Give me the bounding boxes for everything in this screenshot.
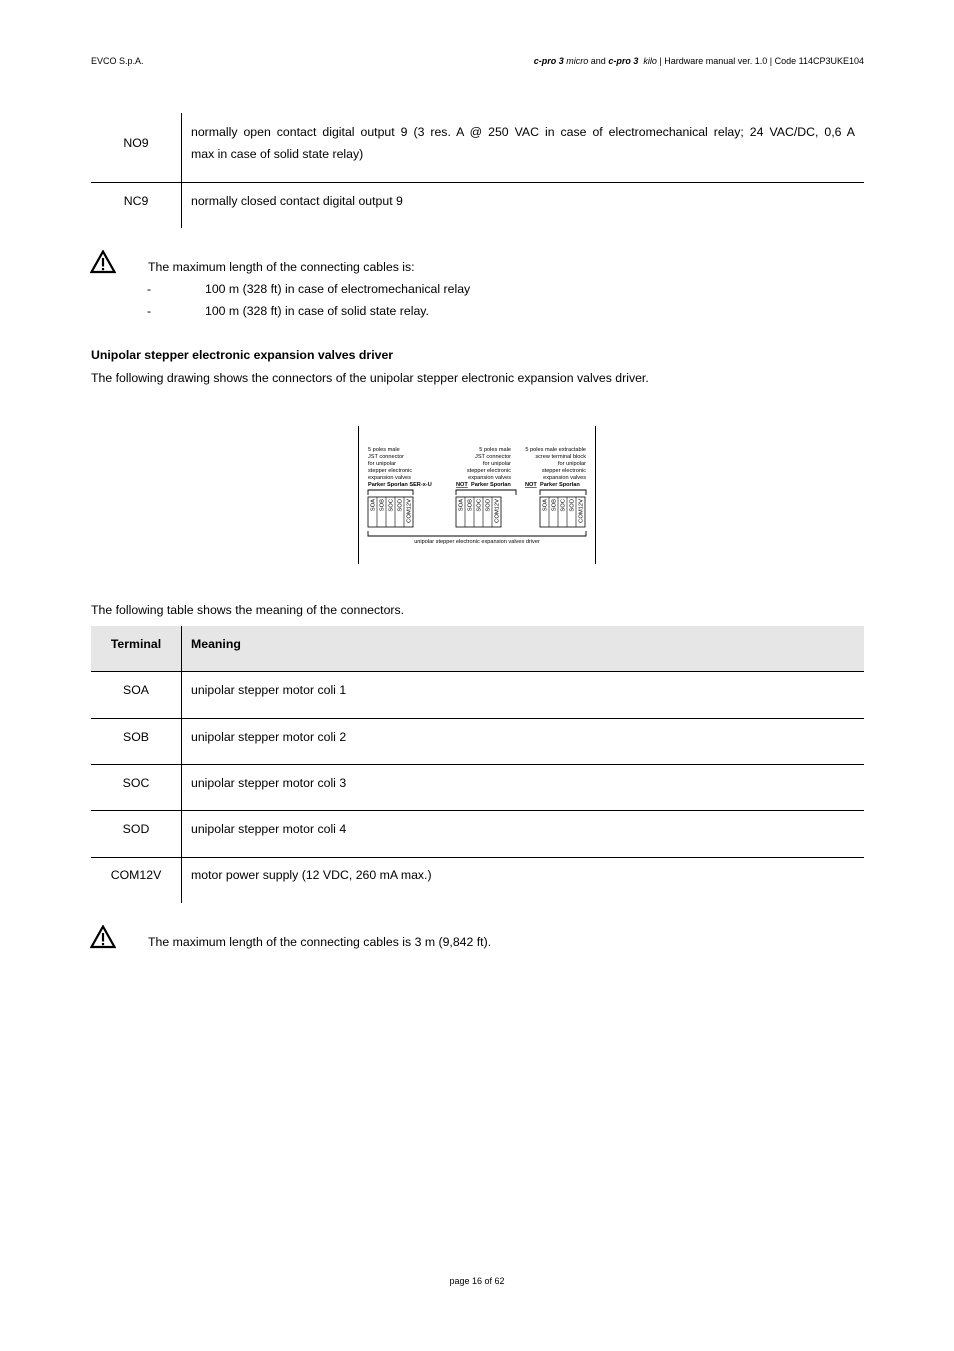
diagram-label: expansion valves: [368, 475, 411, 481]
page-number: page 16 of 62: [449, 1276, 505, 1286]
pin-label: SOC: [388, 499, 395, 512]
list-bullet: -: [147, 304, 152, 318]
diagram-label: JST connector: [475, 454, 511, 460]
diagram-not-label: NOT: [525, 482, 537, 488]
pin-label: SOC: [560, 499, 567, 512]
diagram-label: stepper electronic: [541, 468, 586, 474]
diagram-label-bold: Parker Sporlan: [540, 482, 580, 488]
meaning-cell: unipolar stepper motor coli 1: [191, 683, 347, 697]
terminal-cell: COM12V: [110, 868, 162, 882]
pin-label: SOB: [551, 499, 558, 512]
list-bullet: -: [147, 282, 152, 296]
pin-label: SOA: [370, 499, 377, 512]
connector-3: [540, 497, 585, 527]
row-separator: [91, 810, 864, 811]
connector-diagram: [355, 424, 600, 566]
warning-icon: [90, 925, 116, 949]
diagram-label: for unipolar: [483, 461, 511, 467]
header-and: and: [590, 56, 606, 66]
pin-label: SOD: [485, 499, 492, 512]
meaning-cell: max in case of solid state relay): [191, 147, 364, 161]
diagram-label-bold: Parker Sporlan SER-x-U: [368, 482, 432, 488]
header-title: [534, 56, 864, 66]
header-product-a-variant: micro: [566, 56, 589, 66]
warning-icon: [90, 250, 116, 274]
row-separator: [91, 718, 864, 719]
terminal-cell: SOA: [123, 683, 149, 697]
warning-intro: The maximum length of the connecting cables is:: [148, 260, 415, 274]
connector-bracket: [368, 490, 413, 495]
meaning-cell: normally open contact digital output 9 (3 res. A @ 250 VAC in case of electromechanical relay; 24 VAC/DC, 0,6 A: [191, 125, 855, 139]
table-intro: The following table shows the meaning of the connectors.: [91, 603, 405, 617]
pin-label: SOB: [467, 499, 474, 512]
diagram-label-bold: Parker Sporlan: [471, 482, 511, 488]
connector-2: [456, 497, 501, 527]
diagram-label: 5 poles male: [368, 447, 400, 453]
row-separator: [91, 857, 864, 858]
list-item: 100 m (328 ft) in case of electromechanical relay: [205, 282, 471, 296]
connector-bracket: [540, 490, 586, 495]
diagram-label: stepper electronic: [368, 468, 413, 474]
diagram-label: 5 poles male: [479, 447, 511, 453]
connector-1: [368, 497, 413, 527]
terminal-cell: SOC: [122, 776, 150, 790]
header-rest: | Hardware manual ver. 1.0 | Code 114CP3UKE104: [659, 56, 864, 66]
meaning-cell: motor power supply (12 VDC, 260 mA max.): [191, 868, 432, 882]
pin-label: SOA: [458, 499, 465, 512]
diagram-label: for unipolar: [368, 461, 396, 467]
warning-text: The maximum length of the connecting cables is 3 m (9,842 ft).: [148, 935, 492, 949]
header-product-b-variant: kilo: [643, 56, 657, 66]
terminal-cell: SOD: [122, 822, 150, 836]
pin-label: SOC: [476, 499, 483, 512]
diagram-label: for unipolar: [558, 461, 586, 467]
diagram-label: screw terminal block: [535, 454, 586, 460]
section-title: Unipolar stepper electronic expansion valves driver: [91, 348, 394, 362]
pin-label: SOA: [542, 499, 549, 512]
pin-label: SOD: [569, 499, 576, 512]
meaning-cell: unipolar stepper motor coli 2: [191, 730, 347, 744]
column-header-terminal: Terminal: [110, 637, 162, 651]
diagram-label: 5 poles male extractable: [525, 447, 586, 453]
diagram-label: expansion valves: [468, 475, 511, 481]
diagram-label: stepper electronic: [466, 468, 511, 474]
section-intro: The following drawing shows the connectors of the unipolar stepper electronic expansion valves driver.: [91, 371, 649, 385]
table-row-separator: [91, 182, 864, 183]
pin-label: SOD: [397, 499, 404, 512]
header-product-b: c-pro 3: [608, 56, 639, 66]
pin-label: COM12V: [578, 499, 585, 523]
diagram-caption: unipolar stepper electronic expansion valves driver: [414, 539, 540, 545]
terminal-cell: NC9: [123, 194, 149, 208]
row-separator: [91, 764, 864, 765]
list-item: 100 m (328 ft) in case of solid state relay.: [205, 304, 429, 318]
pin-label: SOB: [379, 499, 386, 512]
column-header-meaning: Meaning: [191, 637, 241, 651]
header-company: EVCO S.p.A.: [91, 56, 144, 66]
row-separator: [91, 671, 864, 672]
pin-label: COM12V: [406, 499, 413, 523]
table-divider: [181, 113, 182, 228]
connector-bracket: [456, 490, 516, 495]
diagram-not-label: NOT: [456, 482, 468, 488]
terminal-cell: SOB: [123, 730, 149, 744]
meaning-cell: normally closed contact digital output 9: [191, 194, 403, 208]
header-product-a: c-pro 3: [533, 56, 564, 66]
driver-bracket: [368, 531, 586, 536]
terminal-cell: NO9: [123, 136, 149, 150]
diagram-label: expansion valves: [543, 475, 586, 481]
meaning-cell: unipolar stepper motor coli 4: [191, 822, 347, 836]
meaning-cell: unipolar stepper motor coli 3: [191, 776, 347, 790]
pin-label: COM12V: [494, 499, 501, 523]
diagram-label: JST connector: [368, 454, 404, 460]
